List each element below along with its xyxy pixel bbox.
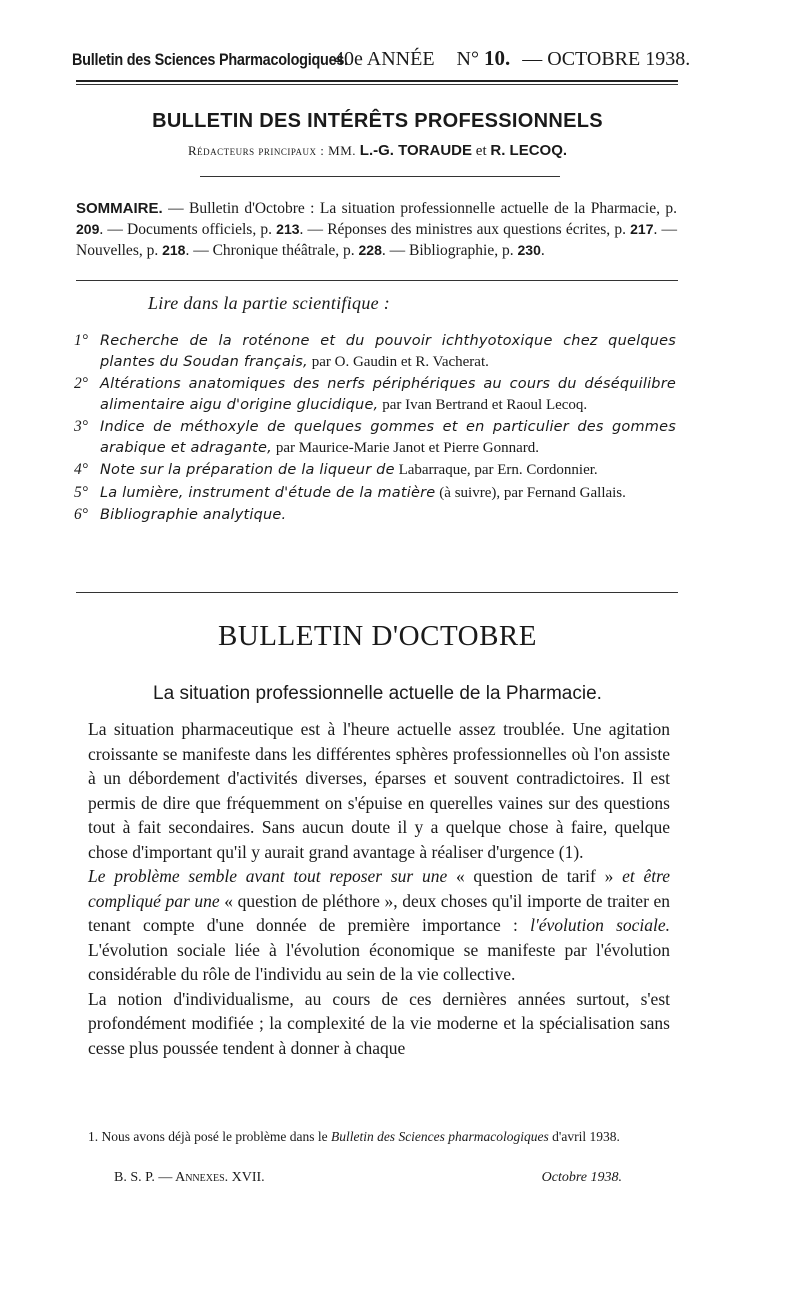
paragraph: La notion d'individualisme, au cours de ces dernières années surtout, s'est profondément modifiée ; la complexité de la vie moderne et la spécialisation sans cesse plus poussée tendent à donner à chaque (88, 988, 670, 1058)
footer-left: B. S. P. — Annexes. XVII. (114, 1170, 265, 1185)
year-label: 40e ANNÉE (334, 48, 435, 70)
page-footer (114, 1170, 622, 1186)
paragraph: Le problème semble avant tout reposer sur une « question de tarif » et être compliqué par une « question de pléthore », deux choses qu'il importe de traiter en tenant compte d'une donnée de première importance : l'évolution sociale. L'évolution sociale liée à l'évolution économique se manifeste par l'évolution considérable du rôle de l'individu au sein de la vie collective. (88, 866, 671, 984)
issue-date: — OCTOBRE 1938. (522, 48, 691, 70)
sommaire: SOMMAIRE. — Bulletin d'Octobre : La situation professionnelle actuelle de la Pharmacie, p. 209. — Documents officiels, p. 213. — Réponses des ministres aux questions écrites, p. 217. — Nouvelles, p. 218. — Chronique théâtrale, p. 228. — Bibliographie, p. 230. (76, 200, 678, 259)
journal-name: Bulletin des Sciences Pharmacologiques. (72, 50, 348, 69)
paragraph: La situation pharmaceutique est à l'heure actuelle assez troublée. Une agitation croissante se manifeste dans les différentes sphères professionnelles où l'on assiste à un débordement d'activités diverses, éparses et souvent contradictoires. Il est permis de dire que fréquemment on s'épuise en querelles vaines sur des questions tout à fait secondaires. Sans aucun doute il y a quelque chose à faire, quelque chose d'important qu'il y aurait grand avantage à réaliser d'urgence (1). (88, 719, 670, 862)
running-head (72, 46, 691, 72)
list-item: 4° Note sur la préparation de la liqueur de Labarraque, par Ern. Cordonnier. (74, 461, 598, 478)
lire-heading: Lire dans la partie scientifique : (148, 293, 391, 313)
contents-rule (76, 592, 678, 593)
list-item: 5° La lumière, instrument d'étude de la matière (à suivre), par Fernand Gallais. (74, 483, 626, 501)
list-item: 2° Altérations anatomiques des nerfs périphériques au cours du déséquilibre alimentaire aigu d'origine glucidique, par Ivan Bertrand et Raoul Lecoq. (74, 375, 676, 413)
editors-line: Rédacteurs principaux : MM. L.-G. TORAUDE et R. LECOQ. (187, 142, 568, 159)
contents-list (74, 331, 676, 528)
issue-number: N° 10. (456, 46, 511, 70)
article-body (88, 717, 670, 1060)
list-item: 1° Recherche de la roténone et du pouvoir ichthyotoxique chez quelques plantes du Soudan français, par O. Gaudin et R. Vacherat. (74, 332, 676, 370)
header-rule (76, 80, 678, 82)
header-rule-thin (76, 84, 678, 85)
list-item: 6° Bibliographie analytique. (74, 506, 287, 523)
article-title: La situation professionnelle actuelle de la Pharmacie. (153, 683, 602, 704)
footnote: 1. Nous avons déjà posé le problème dans le Bulletin des Sciences pharmacologiques d'avril 1938. (88, 1129, 620, 1144)
list-item: 3° Indice de méthoxyle de quelques gommes et en particulier des gommes arabique et adragante, par Maurice-Marie Janot et Pierre Gonnard. (74, 418, 676, 456)
footer-right: Octobre 1938. (541, 1170, 622, 1185)
sommaire-rule (76, 280, 678, 281)
section-title: BULLETIN DES INTÉRÊTS PROFESSIONNELS (152, 110, 603, 132)
editors-rule (200, 176, 560, 177)
bulletin-title: BULLETIN D'OCTOBRE (218, 620, 537, 652)
